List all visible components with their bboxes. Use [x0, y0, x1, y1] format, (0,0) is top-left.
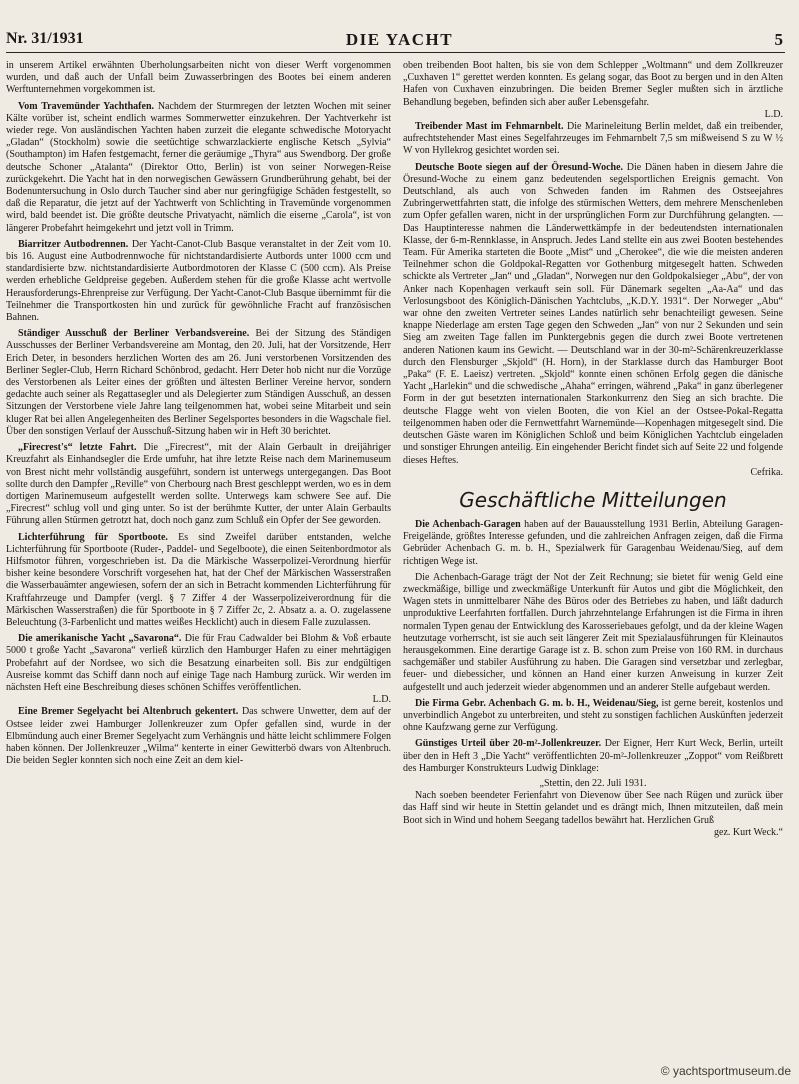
article-body: Nachdem der Sturmregen der letzten Wochen mit seiner Kälte vorüber ist, scheint endlich warmes Sommerwetter einzukehren. Der Yachtverkehr ist wieder rege. Von ausländischen Yachten haben zurzeit die elegante schwedische Motoryacht „Gladan“ (Stockholm) sowie die seetüchtige schwarzlackierte englische Ketsch „Sylvia“ (Southampton) im Hafen festgemacht, ferner die geräumige „Thyra“ aus Swendborg. Der große deutsche Schoner „Atalanta“ (Direktor Otto, Berlin) ist von seiner Norwegen-Reise zurückgekehrt. Die Yacht hat in den norwegischen Gewässern Grundberührung gehabt, bei der Bodenuntersuchung in Oslo durch Taucher sind aber nur geringfügige Schäden festgestellt, so daß die Reparatur, die jetzt auf der Yachtwerft von Schlichting in Travemünde vorgenommen wird, bald beendet ist. Die größte deutsche Privatyacht, nämlich die eiserne „Carola“, ist von längerer Probefahrt heimgekehrt und jetzt voll in Trimm. [6, 100, 391, 234]
left-column [6, 60, 391, 1070]
article-firecrest [6, 442, 391, 527]
page-header [0, 0, 799, 54]
letter-date: „Stettin, den 22. Juli 1931. [539, 777, 647, 789]
article-travemuende [6, 101, 391, 235]
article-heading: Vom Travemünder Yachthafen. [18, 100, 155, 112]
header-rule [6, 52, 785, 53]
article-heading: Eine Bremer Segelyacht bei Altenbruch gekentert. [18, 706, 239, 718]
article-ausschuss [6, 328, 391, 438]
notice-gebr-achenbach [403, 698, 783, 735]
notice-heading: Günstiges Urteil über 20-m²-Jollenkreuzer. [415, 738, 602, 750]
article-body: Das schwere Unwetter, dem auf der Ostsee leider zwei Hamburger Jollenkreuzer zum Opfer gefallen sind, wurde in der Elbmündung auch einer Bremer Segelyacht zum Verhängnis und hätte leicht schlimmere Folgen haben können. Der Jollenkreuzer „Wilma“ kenterte in einer Gewitterbö dwars von Altenbruch. Die beiden Segler konnten sich noch eine Zeit an dem kiel- [6, 706, 391, 767]
article-heading: Ständiger Ausschuß der Berliner Verbandsvereine. [18, 328, 250, 340]
notice-achenbach-garagen [403, 519, 783, 568]
article-heading: Die amerikanische Yacht „Savarona“. [18, 633, 182, 645]
intro-paragraph: in unserem Artikel erwähnten Überholungsarbeiten nicht von dieser Werft vorgenommen wurden, und daß auch der Unfall beim Zuwasserbringen des Bootes bei einem anderen Werftunternehmen vorgekommen ist. [6, 60, 391, 96]
article-signature: L.D. [372, 694, 391, 706]
article-biarritz [6, 239, 391, 324]
article-heading: Lichterführung für Sportboote. [18, 531, 168, 543]
notice-heading: Die Achenbach-Garagen [415, 518, 521, 530]
issue-number: Nr. 31/1931 [6, 30, 84, 47]
section-title: Geschäftliche Mitteilungen [459, 487, 727, 512]
continued-paragraph: oben treibenden Boot halten, bis sie von dem Schlepper „Woltmann“ und dem Zollkreuzer „Cuxhaven 1“ gerettet werden konnten. Es gelang sogar, das Boot zu bergen und in den Alten Hafen von Cuxhaven einzubringen. Die beiden Bremer Segler mußten sich in ärztliche Behandlung begeben, befinden sich aber außer Lebensgefahr. [403, 60, 783, 108]
article-signature: L.D. [764, 108, 783, 120]
notice-body: ist gerne bereit, kostenlos und unverbindlich Angebot zu unterbreiten, und steht zu sonstigen fachlichen Auskünften jederzeit ohne Kaufzwang gerne zur Verfügung. [403, 697, 783, 734]
notice-paragraph: Die Achenbach-Garage trägt der Not der Zeit Rechnung; sie bietet für wenig Geld eine zweckmäßige, billige und zweckmäßige Unterkunft für Autos und gibt die Möglichkeit, den Wagen stets in unmittelbarer Nähe des Büros oder des Betriebes zu haben, und läßt dadurch unproduktive Leerfahrten fortfallen. Durch jahrzehntelange Erfahrungen ist die Firma in ihren normalen Typen genau der Entwicklung des Karosseriebaues gefolgt, und da der kleine Wagen heutzutage vorherrscht, ist sie auch seit längerer Zeit mit Spezialausführungen für Kleinautos herausgekommen. Eine derartige Garage ist z. B. schon zum Preise von 160 RM. in durchaus sachgemäßer und stabiler Ausführung zu haben. Die Garagen sind versetzbar und zerlegbar, feuer- und diebessicher, und können an Hand einer kurzen Anweisung in kurzer Zeit aufgestellt und auch jederzeit wieder abgenommen und an anderer Stelle aufgebaut werden. [403, 571, 783, 693]
notice-heading: Die Firma Gebr. Achenbach G. m. b. H., Weidenau/Sieg, [415, 697, 659, 709]
letter-body: Nach soeben beendeter Ferienfahrt von Dievenow über See nach Rügen und zurück über das Haff sind wir heute in Stettin gelandet und es drängt mich, Ihnen mitzuteilen, daß mein Boot sich in Wind und hohem Seegang tadellos bewährt hat. Herzlichen Gruß [403, 790, 783, 826]
article-signature: Cefrika. [750, 466, 783, 478]
article-heading: Treibender Mast im Fehmarnbelt. [415, 121, 564, 133]
article-body: Die Dänen haben in diesem Jahre die Öresund-Woche zu einem ganz bedeutenden segelsportlichen Ereignis gemacht. Von Deutschland, als auch von Schweden fanden im Rahmen des Ostseejahres Zubringerwettfahrten statt, die infolge des stürmischen Wetters, dem mehrere Menschenleben zum Opfer gefallen waren, nicht in der ursprünglichen Form zur Durchführung gelangten. — Das Hauptinteresse nahmen die Länderwettkämpfe in der bedeutendsten internationalen Klasse, der 6-m-Rennklasse, in Anspruch. Jedes Land stellte ein aus zwei Booten bestehendes Team. Für Amerika starteten die Boote „Mist“ und „Cherokee“, die wie die meisten anderen Teilnehmer schon die Goldpokal-Regatten vor Gothenburg mitgesegelt hatten. Schweden schickte als Vertreter „Jan“ und „Gladan“, Norwegen nur den Goldpokalsieger „Abu“, der von Anker nach Kopenhagen verkauft sein soll. Für Dänemark segelten „Aa-Aa“ und das Verlosungsboot des Königlich-Dänischen Yachtclubs, „K.D.Y. 1931“. Der Norweger „Abu“ war ohne den zweiten Vertreter seines Landes natürlich sehr benachteiligt gewesen. Seine knappe Niederlage am ersten Tage gegen den Schweden „Jan“ von nur 2 Sekunden und sein Sieg am zweiten Tage fallen im Punktergebnis gegen die durch zwei Boote vertretenen anderen Nationen kaum ins Gewicht. — Deutschland war in der 30-m²-Schärenkreuzerklasse durch den Flensburger „Skjold“ (H. Horn), in der Starklasse durch das Hamburger Boot „Paka“ (F. E. Laeisz) vertreten. „Skjold“ konnte einen schönen Erfolg gegen die dänische Yacht „Harlekin“ und die schwedische „Ahaha“ erringen, während „Paka“ in ganz überlegener Form in der gut besetzten internationalen Starkonkurrenz den Sieg an sich brachte. Die deutsche Flagge weht von vielen Booten, die von Kiel an der Ostsee-Pokal-Regatta teilgenommen haben oder die Fernwettfahrt Warnemünde—Kopenhagen mitgesegelt sind. Die deutschen Gäste waren im Königlichen Schloß und beim Königlichen Yachtclub eingeladen und sonstiger Ehrungen anteilig. Ein eingehender Bericht findet sich auf Seite 22 und folgende dieses Heftes. [403, 161, 783, 466]
notice-jollenkreuzer [403, 738, 783, 775]
article-heading: „Firecrest's“ letzte Fahrt. [18, 442, 137, 454]
right-column [403, 60, 783, 1070]
watermark: © yachtsportmuseum.de [660, 1064, 791, 1078]
article-treibender-mast [403, 121, 783, 158]
notice-body: haben auf der Bauausstellung 1931 Berlin, Abteilung Garagen-Freigelände, größtes Interesse gefunden, und die zahlreichen Anfragen zeigen, daß die Firma Gebrüder Achenbach G. m. b. H., Spezialwerk für Garagenbau Weidenau/Sieg, auf dem richtigen Wege ist. [403, 518, 783, 567]
article-heading: Biarritzer Autbodrennen. [18, 238, 129, 250]
article-heading: Deutsche Boote siegen auf der Öresund-Woche. [415, 161, 624, 173]
article-body: Die Marineleitung Berlin meldet, daß ein treibender, aufrechtstehender Mast eines Segelfahrzeuges im Fehmarnbelt 7,5 sm mißweisend S zu W ½ W von Hyllekrog gesichtet worden sei. [403, 121, 783, 157]
article-lichterfuehrung [6, 532, 391, 630]
article-bremer-segelyacht [6, 706, 391, 767]
magazine-title: DIE YACHT [345, 30, 454, 49]
article-body: Der Yacht-Canot-Club Basque veranstaltet in der Zeit vom 10. bis 16. August eine Autbodrennwoche für nichtstandardisierte Autbords unter 1000 ccm und standardisierte bzw. nichtstandardisierte Autbordmotoren der Klasse C (500 ccm). Als Preise werden erhebliche Geldpreise gegeben. Außerdem stehen für die große Klasse acht wertvolle Herausforderungs-Ehrenpreise zur Verfügung. Der Yacht-Canot-Club Basque übernimmt für die Teilnehmer die Transportkosten hin und zurück für gewöhnliche Fracht auf französischen Bahnen. [6, 238, 391, 324]
page-number: 5 [774, 30, 783, 49]
article-savarona [6, 633, 391, 694]
notice-body: Der Eigner, Herr Kurt Weck, Berlin, urteilt über den in Heft 3 „Die Yacht“ veröffentlichten 20-m²-Jollenkreuzer „Zoppot“ vom Reißbrett des Hamburger Konstrukteurs Ludwig Dinklage: [403, 738, 783, 774]
article-body: Es sind Zweifel darüber entstanden, welche Lichterführung für Sportboote (Ruder-, Paddel- und Segelboote), die einen Seitenbordmotor als Hilfsmotor führen, vorgeschrieben ist. Da die Märkische Wasserpolizei-Verordnung hierfür bisher keine besondere Vorschrift vorgesehen hat, hat der Chef der Märkischen Wasserstraßen die Wasserbauämter angewiesen, sofern der an sich in Betracht kommenden Lichterführung für Kraftfahrzeuge und Dampfer (vergl. § 7 Ziffer 4 der Wasserpolizeiverordnung für die Märkischen Wasserstraßen) die für Sportboote in § 7 Ziffer 2c, 2. Absatz a. a. O. zugelassene Beleuchtung (3-Farbenlicht und mattes weißes Hecklicht) auch in diesem Falle zuzulassen. [6, 531, 391, 628]
article-body: Die „Firecrest“, mit der Alain Gerbault in dreijähriger Kreuzfahrt als Einhandsegler die Erde umfuhr, hat ihre letzte Reise nach dem Marinemuseum von Brest nicht mehr vollständig ausgeführt, sondern ist unterwegs untergegangen. Das Boot sollte durch den Dampfer „Reville“ von Cherbourg nach Brest geschleppt werden, wo es in dem dortigen Marinemuseum aufgestellt werden sollte. Unterwegs kam schwere See auf. Die „Firecrest“ schlug voll und ging unter. So ist der berühmte Kutter, der unter Alain Gerbaults Führung allen Stürmen getrotzt hat, doch noch ganz zum Schluß ein Opfer der See geworden. [6, 442, 391, 527]
article-body: Die für Frau Cadwalder bei Blohm & Voß erbaute 5000 t große Yacht „Savarona“ verließ kürzlich den Hamburger Hafen zu einer mehrtägigen Probefahrt auf der Nordsee, wo sich die Besatzung einarbeiten soll. Bis zur endgültigen Ausreise kommt das Schiff dann noch auf einige Tage nach Hamburg zurück. Wir werden im nächsten Heft eine Beschreibung dieses schönen Schiffes veröffentlichen. [6, 633, 391, 693]
letter-signature: gez. Kurt Weck.“ [714, 826, 783, 838]
article-oeresund [403, 162, 783, 467]
article-body: Bei der Sitzung des Ständigen Ausschusses der Berliner Verbandsvereine am Montag, den 20. Juli, hat der Vorsitzende, Herr Erich Deter, in besonders herzlichen Worten des am 26. Juni verstorbenen Vorsitzenden des Berliner Segler-Club, Herrn Richard Schönbrod, gedacht. Herr Deter hob nicht nur die Vorzüge des Verstorbenen als Leiter eines der größten und ältesten Berliner Vereine hervor, sondern gedachte auch seiner als Regattasegler und als Delegierter zum Ständigen Ausschuß, an dessen Sitzungen der Verstorbene viele Jahre lang teilgenommen hat, wobei seine Mitarbeit und sein kluger Rat bei allen Angelegenheiten des Berliner Segelsportes besonders in die Wagschale fiel. Über den sonstigen Verlauf der Ausschuß-Sitzung haben wir in Heft 30 berichtet. [6, 328, 391, 437]
